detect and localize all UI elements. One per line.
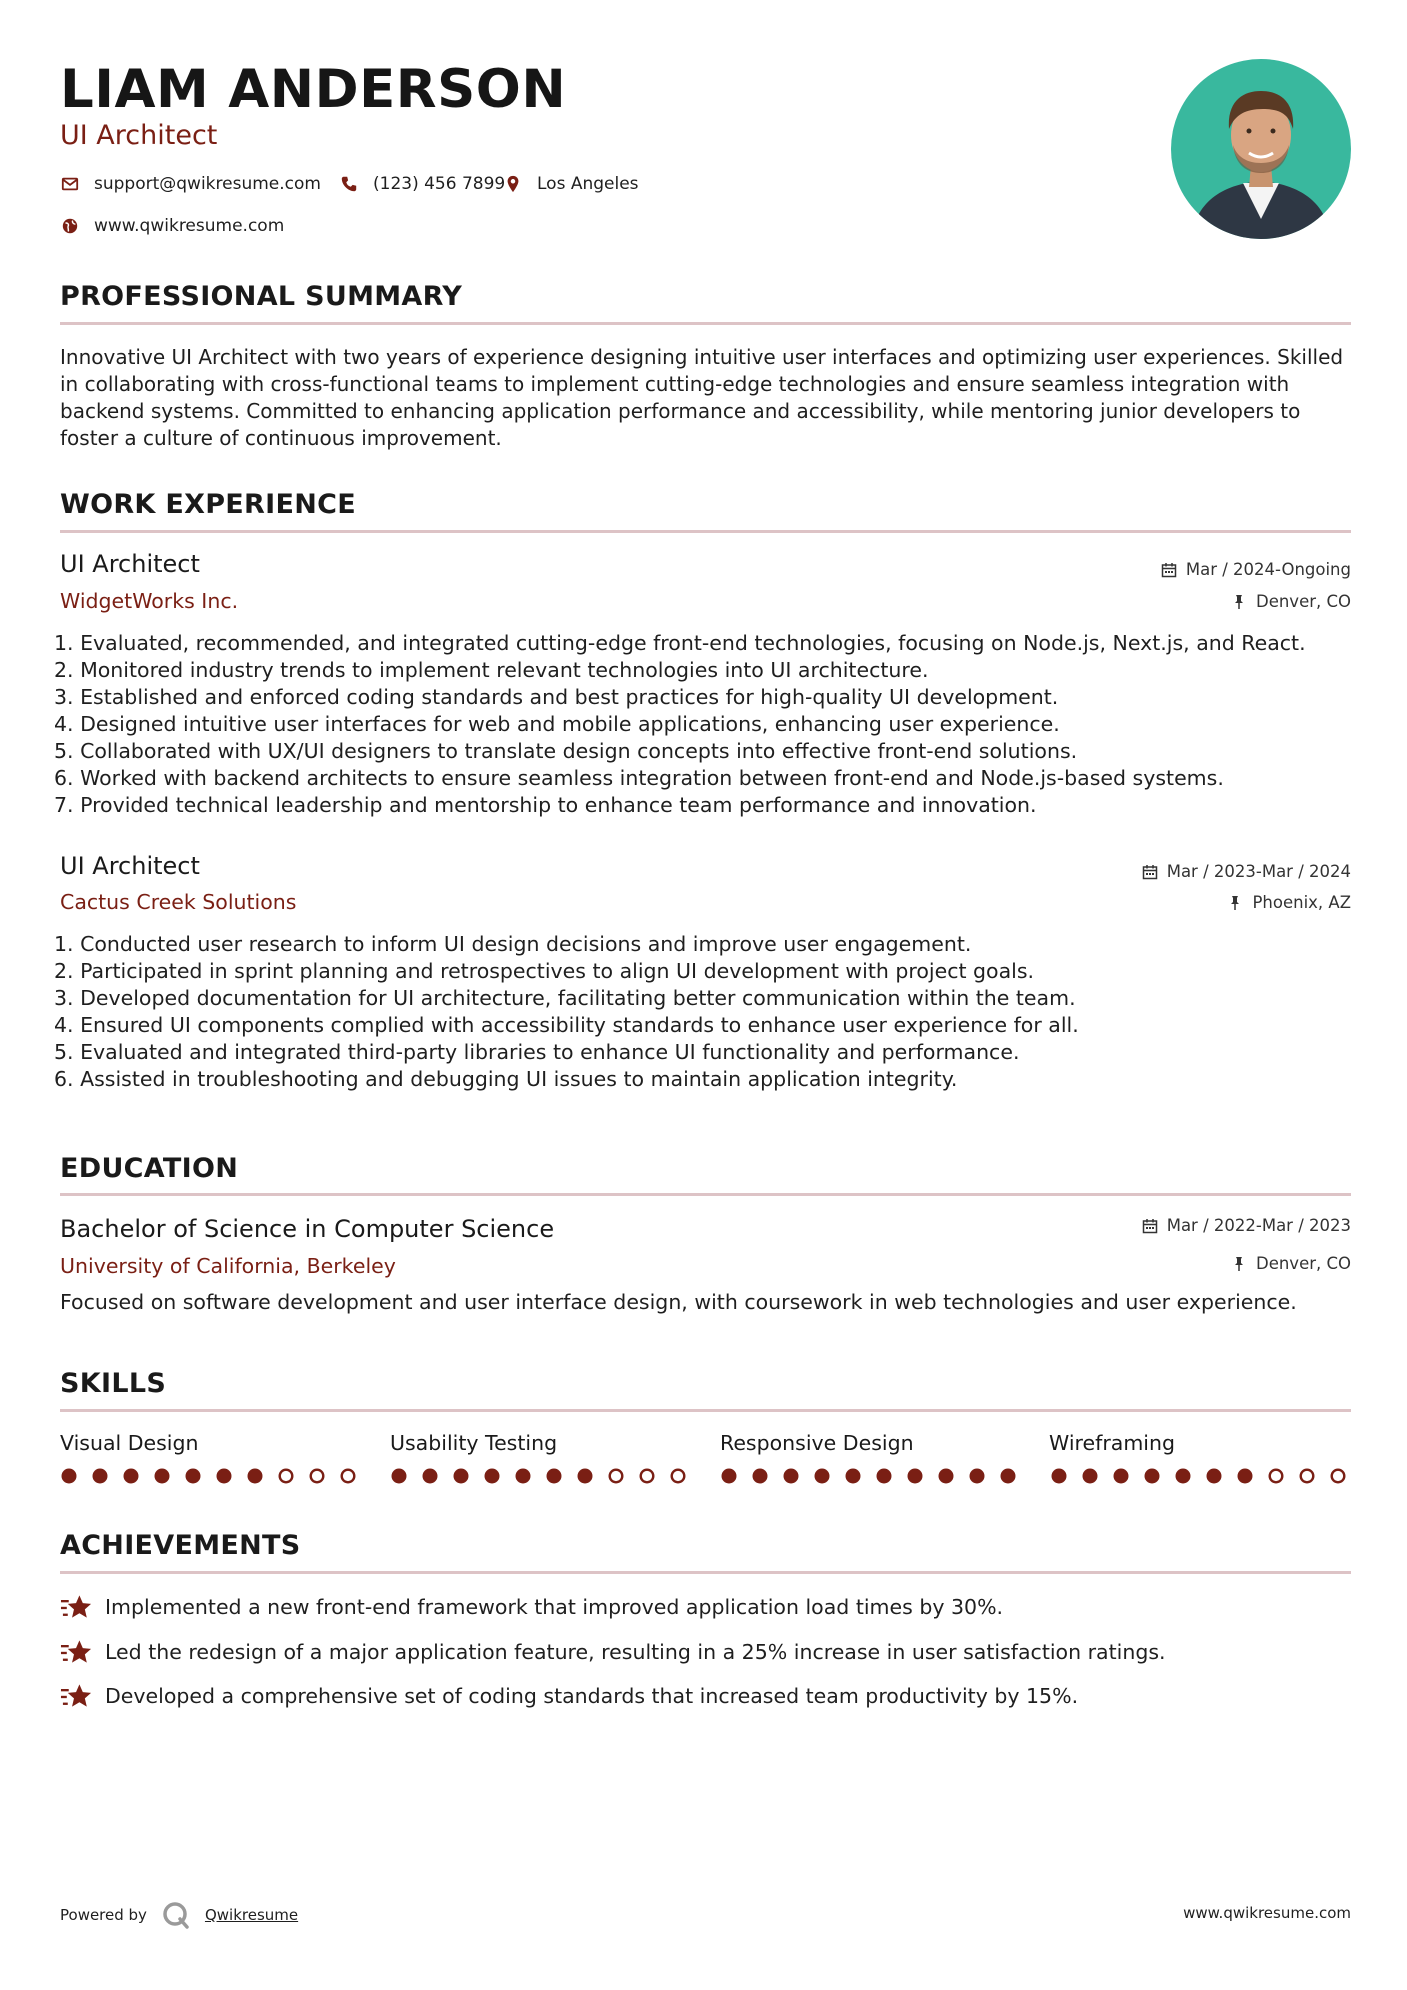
education-dates	[1141, 1215, 1351, 1237]
summary-text: Innovative UI Architect with two years of experience designing intuitive user interfaces and optimizing user experiences. Skilled in collaborating with cross-functional teams to implement cutting-edge technologies and ensure seamless integration with backend systems. Committed to enhancing application performance and accessibility, while mentoring junior developers to foster a culture of continuous improvement.	[60, 345, 1344, 450]
skill-dot-filled	[124, 1469, 139, 1484]
job-location-text: Denver, CO	[1255, 592, 1351, 611]
profile-photo	[1171, 59, 1351, 239]
list-item: 3. Developed documentation for UI architecture, facilitating better communication within the team.	[54, 986, 1076, 1010]
skills-divider	[60, 1409, 1351, 1412]
achievement-text: Developed a comprehensive set of coding standards that increased team productivity by 15%.	[105, 1684, 1079, 1708]
summary-heading: PROFESSIONAL SUMMARY	[60, 281, 463, 312]
contact-website[interactable]	[60, 214, 284, 238]
skill-name: Visual Design	[60, 1431, 199, 1455]
star-award-icon	[60, 1637, 93, 1667]
skill-dot-filled	[392, 1469, 407, 1484]
skill-dot-empty	[672, 1470, 685, 1483]
skill-dot-empty	[1270, 1470, 1283, 1483]
list-item: 1. Evaluated, recommended, and integrated cutting-edge front-end technologies, focusing on Node.js, Next.js, and React.	[54, 631, 1306, 655]
skill-dot-filled	[1083, 1469, 1098, 1484]
skill-name: Responsive Design	[720, 1431, 914, 1455]
skill-dot-filled	[547, 1469, 562, 1484]
contact-location	[503, 172, 639, 196]
job-location	[1226, 892, 1351, 914]
skill-dot-filled	[248, 1469, 263, 1484]
skill-dot-filled	[753, 1469, 768, 1484]
education-location-text: Denver, CO	[1255, 1254, 1351, 1273]
job-dates	[1160, 559, 1351, 581]
job-dates-text: Mar / 2024-Ongoing	[1185, 560, 1351, 579]
list-item: 4. Ensured UI components complied with accessibility standards to enhance user experience for all.	[54, 1013, 1079, 1037]
phone-text: (123) 456 7899	[373, 174, 506, 194]
skill-dot-filled	[217, 1469, 232, 1484]
star-award-icon	[60, 1592, 93, 1622]
job-location	[1230, 591, 1351, 613]
skill-dot-empty	[1301, 1470, 1314, 1483]
experience-divider	[60, 530, 1351, 533]
list-item: 2. Monitored industry trends to implement relevant technologies into UI architecture.	[54, 658, 929, 682]
skill-rating-dots	[719, 1465, 1019, 1487]
job-bullets	[54, 630, 1351, 819]
powered-by	[60, 1900, 298, 1930]
skill-dot-empty	[1332, 1470, 1345, 1483]
skill-dot-filled	[1207, 1469, 1222, 1484]
contact-email[interactable]	[60, 172, 321, 196]
skill-dot-filled	[93, 1469, 108, 1484]
skill-dot-filled	[423, 1469, 438, 1484]
skill-dot-filled	[485, 1469, 500, 1484]
list-item: 7. Provided technical leadership and mentorship to enhance team performance and innovation.	[54, 793, 1037, 817]
job-title: UI Architect	[60, 550, 200, 578]
list-item: 6. Assisted in troubleshooting and debugging UI issues to maintain application integrity.	[54, 1067, 958, 1091]
calendar-icon	[1160, 561, 1178, 579]
job-dates-text: Mar / 2023-Mar / 2024	[1166, 862, 1351, 881]
skill-dot-filled	[846, 1469, 861, 1484]
skill-name: Usability Testing	[390, 1431, 558, 1455]
skill-dot-filled	[62, 1469, 77, 1484]
skill-rating-dots	[389, 1465, 689, 1487]
candidate-name: LIAM ANDERSON	[60, 59, 567, 120]
list-item: 1. Conducted user research to inform UI design decisions and improve user engagement.	[54, 932, 972, 956]
education-heading: EDUCATION	[60, 1153, 239, 1184]
footer-url[interactable]: www.qwikresume.com	[1183, 1904, 1351, 1922]
pin-icon	[1230, 593, 1248, 611]
skill-dot-filled	[784, 1469, 799, 1484]
skill-dot-filled	[722, 1469, 737, 1484]
candidate-role: UI Architect	[60, 120, 218, 151]
job-dates	[1141, 861, 1351, 883]
skill-dot-empty	[641, 1470, 654, 1483]
email-text: support@qwikresume.com	[94, 174, 321, 194]
achievement-text: Implemented a new front-end framework that improved application load times by 30%.	[105, 1595, 1004, 1619]
achievement-text: Led the redesign of a major application feature, resulting in a 25% increase in user satisfaction ratings.	[105, 1640, 1166, 1664]
skill-dot-filled	[1145, 1469, 1160, 1484]
job-title: UI Architect	[60, 852, 200, 880]
skill-dot-filled	[1001, 1469, 1016, 1484]
education-dates-text: Mar / 2022-Mar / 2023	[1166, 1216, 1351, 1235]
envelope-icon	[60, 174, 80, 194]
achievements-divider	[60, 1571, 1351, 1574]
skill-dot-filled	[970, 1469, 985, 1484]
list-item: 3. Established and enforced coding standards and best practices for high-quality UI development.	[54, 685, 1059, 709]
education-description: Focused on software development and user interface design, with coursework in web technologies and user experience.	[60, 1290, 1297, 1314]
website-text: www.qwikresume.com	[94, 216, 285, 236]
education-location	[1230, 1253, 1351, 1275]
skill-dot-filled	[516, 1469, 531, 1484]
list-item: 4. Designed intuitive user interfaces for web and mobile applications, enhancing user experience.	[54, 712, 1060, 736]
star-award-icon	[60, 1681, 93, 1711]
summary-divider	[60, 322, 1351, 325]
company-name: WidgetWorks Inc.	[60, 589, 239, 613]
achievement-item	[60, 1592, 1003, 1622]
pin-icon	[1230, 1255, 1248, 1273]
skill-dot-filled	[815, 1469, 830, 1484]
list-item: 5. Evaluated and integrated third-party libraries to enhance UI functionality and performance.	[54, 1040, 1020, 1064]
skill-dot-filled	[578, 1469, 593, 1484]
skill-dot-empty	[342, 1470, 355, 1483]
map-marker-icon	[503, 174, 523, 194]
contact-phone[interactable]	[339, 172, 505, 196]
phone-icon	[339, 174, 359, 194]
pin-icon	[1226, 894, 1244, 912]
skill-name: Wireframing	[1049, 1431, 1175, 1455]
skill-rating-dots	[1049, 1465, 1349, 1487]
skill-dot-filled	[1052, 1469, 1067, 1484]
skill-dot-filled	[908, 1469, 923, 1484]
skill-dot-filled	[877, 1469, 892, 1484]
skill-dot-filled	[1238, 1469, 1253, 1484]
skill-rating-dots	[59, 1465, 359, 1487]
experience-heading: WORK EXPERIENCE	[60, 489, 356, 520]
skill-dot-filled	[939, 1469, 954, 1484]
skill-dot-filled	[1176, 1469, 1191, 1484]
calendar-icon	[1141, 1217, 1159, 1235]
skill-dot-empty	[311, 1470, 324, 1483]
skill-dot-filled	[155, 1469, 170, 1484]
skill-dot-filled	[1114, 1469, 1129, 1484]
list-item: 5. Collaborated with UX/UI designers to translate design concepts into effective front-end solutions.	[54, 739, 1078, 763]
list-item: 2. Participated in sprint planning and retrospectives to align UI development with project goals.	[54, 959, 1035, 983]
degree-title: Bachelor of Science in Computer Science	[60, 1215, 555, 1243]
qwikresume-link[interactable]: Qwikresume	[204, 1906, 299, 1924]
skill-dot-empty	[280, 1470, 293, 1483]
globe-icon	[60, 216, 80, 236]
powered-by-label: Powered by	[60, 1906, 147, 1924]
calendar-icon	[1141, 863, 1159, 881]
company-name: Cactus Creek Solutions	[60, 890, 297, 914]
job-location-text: Phoenix, AZ	[1252, 893, 1351, 912]
achievement-item	[60, 1681, 1078, 1711]
job-bullets	[54, 931, 1351, 1093]
skills-heading: SKILLS	[60, 1368, 167, 1399]
school-name: University of California, Berkeley	[60, 1254, 396, 1278]
list-item: 6. Worked with backend architects to ensure seamless integration between front-end and Node.js-based systems.	[54, 766, 1224, 790]
skill-dot-filled	[186, 1469, 201, 1484]
skill-dot-empty	[610, 1470, 623, 1483]
achievements-heading: ACHIEVEMENTS	[60, 1530, 301, 1561]
achievement-item	[60, 1637, 1166, 1667]
education-divider	[60, 1193, 1351, 1196]
skill-dot-filled	[454, 1469, 469, 1484]
qwikresume-logo-icon	[161, 1900, 191, 1930]
location-text: Los Angeles	[537, 174, 639, 194]
